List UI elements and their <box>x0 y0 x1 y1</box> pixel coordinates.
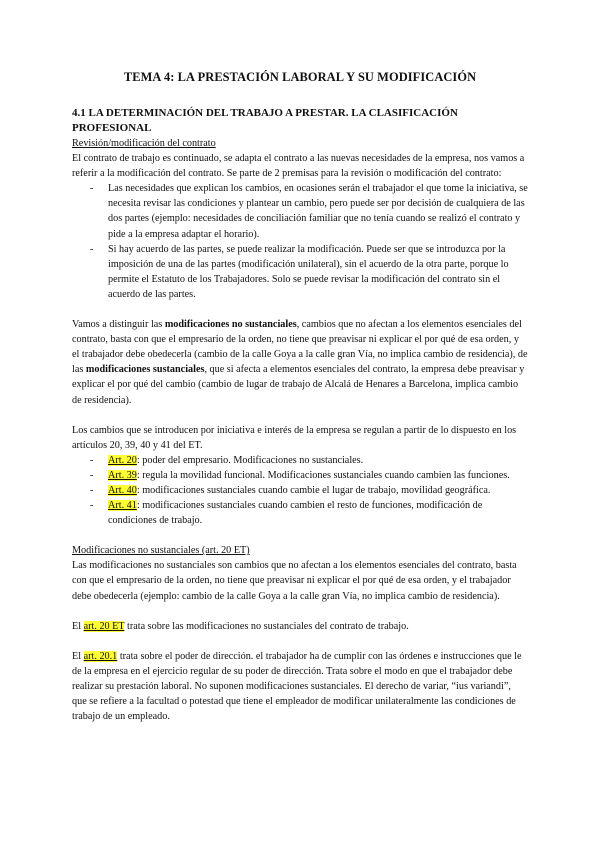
non-substantial-subheading: Modificaciones no sustanciales (art. 20 ET) <box>72 545 250 557</box>
dash-bullet: - <box>90 454 94 466</box>
article-reference: Art. 41 <box>108 500 137 512</box>
revision-intro-paragraph: El contrato de trabajo es continuado, se adapta el contrato a las nuevas necesidades de la empresa, nos vamos a referir a la modificación del contrato. Se parte de 2 premisas para la revisión o modificación del contrato: <box>72 153 525 180</box>
dash-bullet: - <box>90 469 94 481</box>
list-item <box>72 181 528 241</box>
bold-term: modificaciones sustanciales <box>85 364 205 376</box>
article-reference: Art. 39 <box>108 469 137 481</box>
list-item: - Art. 20: poder del empresario. Modificaciones no sustanciales. <box>72 453 528 468</box>
list-item: - Art. 40: modificaciones sustanciales cuando cambie el lugar de trabajo, movilidad geográfica. <box>72 483 528 498</box>
dash-bullet: - <box>90 500 94 512</box>
art20-1-paragraph: El art. 20.1 trata sobre el poder de dirección. el trabajador ha de cumplir con las órdenes e instrucciones que le de la empresa en el ejercicio regular de su poder de dirección. Trata sobre el modo en que el trabajador debe realizar su prestación laboral. No suponen modificaciones sustanciales. El derecho de variar, “ius variandi”, que se refiere a la facultad o potestad que tiene el empleador de modificar unilateralmente las condiciones de trabajo de un empleado. <box>72 650 522 723</box>
dash-bullet: - <box>90 484 94 496</box>
document-title: TEMA 4: LA PRESTACIÓN LABORAL Y SU MODIFICACIÓN <box>123 70 477 84</box>
list-item <box>72 242 528 302</box>
article-reference: Art. 40 <box>108 484 137 496</box>
revision-list <box>72 181 528 302</box>
document-page <box>72 70 528 724</box>
non-substantial-paragraph: Las modificaciones no sustanciales son cambios que no afectan a los elementos esenciales del contrato, basta con que el empresario de la orden, no tiene que preavisar ni explicar el por qué de esa orden, y el trabajador debe obedecerla (ejemplo: cambio de la calle Goya a la calle gran Vía, no implica cambio de residencia). <box>72 560 517 602</box>
article-reference: art. 20 ET <box>83 620 125 632</box>
dash-bullet: - <box>90 243 94 255</box>
section-heading: 4.1 LA DETERMINACIÓN DEL TRABAJO A PRESTAR. LA CLASIFICACIÓN PROFESIONAL <box>72 107 458 134</box>
list-item-text: Si hay acuerdo de las partes, se puede realizar la modificación. Puede ser que se introduzca por la imposición de una de las partes (modificación unilateral), sin el acuerdo de la otra parte, porque lo permite el Estatuto de los Trabajadores. Solo se puede revisar la modificación del contrato sin el acuerdo de las partes. <box>108 243 509 300</box>
articles-intro-paragraph: Los cambios que se introducen por iniciativa e interés de la empresa se regulan a partir de lo dispuesto en los artículos 20, 39, 40 y 41 del ET. <box>72 424 517 451</box>
list-item: - Art. 41: modificaciones sustanciales cuando cambien el resto de funciones, modificación de condiciones de trabajo. <box>90 500 483 527</box>
list-item: - Art. 39: regula la movilidad funcional. Modificaciones sustanciales cuando cambien las funciones. <box>72 468 528 483</box>
bold-term: modificaciones no sustanciales <box>164 319 297 331</box>
articles-list <box>72 453 528 528</box>
article-reference: Art. 20 <box>108 454 137 466</box>
art20-paragraph: El art. 20 ET trata sobre las modificaciones no sustanciales del contrato de trabajo. <box>72 620 409 632</box>
list-item-text: Las necesidades que explican los cambios, en ocasiones serán el trabajador el que tome la iniciativa, se necesita revisar las condiciones y plantear un cambio, pero puede ser por decisión de cualquiera de las dos partes (ejemplo: necesidades de conciliación familiar que no tenía cuando se realizó el contrato y pide a la empresa adaptar el horario). <box>108 183 528 240</box>
modifications-paragraph: Vamos a distinguir las modificaciones no sustanciales, cambios que no afectan a los elementos esenciales del contrato, basta con que el empresario de la orden, no tiene que preavisar ni explicar el por qué de esa orden, y el trabajador debe obedecerla (cambio de la calle Goya a la calle gran Vía, no implica cambio de residencia), de las modificaciones sustanciales, que si afecta a elementos esenciales del contrato, la empresa debe preavisar y explicar el por qué del cambio (cambio de lugar de trabajo de Alcalá de Henares a Barcelona, implica cambio de residencia). <box>72 319 528 406</box>
article-reference: art. 20.1 <box>83 650 118 662</box>
dash-bullet: - <box>90 183 94 195</box>
revision-subheading: Revisión/modificación del contrato <box>72 138 216 149</box>
